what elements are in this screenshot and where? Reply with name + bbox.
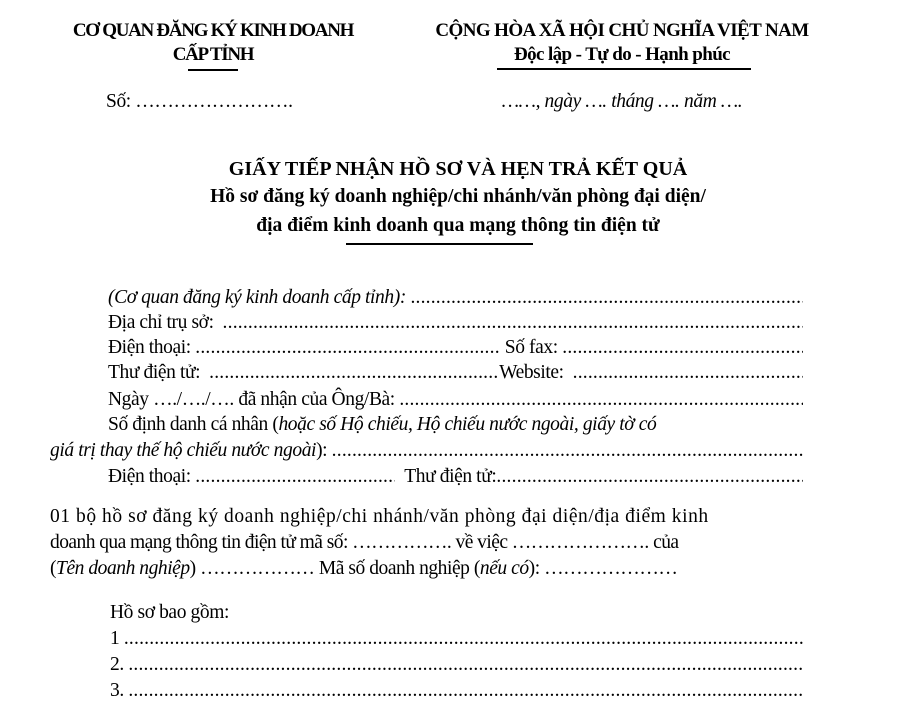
right-header-underline xyxy=(497,68,751,70)
received-from-row[interactable] xyxy=(108,389,803,411)
agency-level: CẤP TỈNH xyxy=(172,44,254,65)
applicant-phone-label: Điện thoại: xyxy=(108,466,191,487)
date-text: ……, ngày …. tháng …. năm …. xyxy=(501,91,743,112)
applicant-email-label: Thư điện tử: xyxy=(404,466,497,487)
document-number[interactable]: Số: ……………………. xyxy=(106,91,293,112)
applicant-phone-field[interactable] xyxy=(195,466,395,488)
dossier-line-3[interactable]: ( Tên doanh nghiệp ) ……………… Mã số doanh nghiệp ( nếu có ): ………………… xyxy=(50,558,678,579)
id-number-field[interactable] xyxy=(332,440,803,462)
title-underline xyxy=(346,243,533,245)
agency-address-label: Địa chỉ trụ sở: xyxy=(108,312,214,333)
item-field[interactable] xyxy=(128,654,803,676)
agency-address-field[interactable] xyxy=(223,312,803,334)
received-from-field[interactable] xyxy=(399,389,803,411)
item-number: 1 xyxy=(110,628,120,649)
agency-email-label: Thư điện tử: xyxy=(108,362,201,383)
id-label: Số định danh cá nhân (hoặc số Hộ chiếu, Hộ chiếu nước ngoài, giấy tờ có xyxy=(108,414,657,435)
agency-fax-label: Số fax: xyxy=(504,337,558,358)
id-label-cont: giá trị thay thế hộ chiếu nước ngoài xyxy=(50,440,317,461)
agency-website-field[interactable] xyxy=(573,362,803,384)
agency-header: CƠ QUAN ĐĂNG KÝ KINH DOANH xyxy=(72,20,354,41)
agency-phone-fax-row[interactable] xyxy=(108,337,803,359)
document-item-1[interactable] xyxy=(110,628,803,650)
applicant-contact-row[interactable] xyxy=(108,466,803,488)
agency-name-label: (Cơ quan đăng ký kinh doanh cấp tỉnh): xyxy=(108,287,406,308)
agency-website-label: Website: xyxy=(499,362,564,383)
agency-phone-label: Điện thoại: xyxy=(108,337,191,358)
item-number: 3. xyxy=(110,680,124,701)
agency-name-field[interactable] xyxy=(410,287,803,309)
item-field[interactable] xyxy=(124,628,803,650)
id-field-row[interactable]: giá trị thay thế hộ chiếu nước ngoài ): ..... xyxy=(50,440,803,462)
left-header-underline xyxy=(188,69,238,71)
agency-name-row[interactable] xyxy=(108,287,803,309)
document-subtitle-1: Hồ sơ đăng ký doanh nghiệp/chi nhánh/văn phòng đại diện/ xyxy=(210,186,706,207)
document-item-3[interactable] xyxy=(110,680,803,702)
agency-address-row[interactable] xyxy=(108,312,803,334)
received-date-label: Ngày …./…./…. đã nhận của Ông/Bà: xyxy=(108,389,395,410)
agency-email-field[interactable] xyxy=(209,362,499,384)
national-title: CỘNG HÒA XÃ HỘI CHỦ NGHĨA VIỆT NAM xyxy=(435,20,809,41)
document-subtitle-2: địa điểm kinh doanh qua mạng thông tin điện tử xyxy=(256,215,660,236)
document-title: GIẤY TIẾP NHẬN HỒ SƠ VÀ HẸN TRẢ KẾT QUẢ xyxy=(228,158,688,180)
id-label-row xyxy=(108,414,830,436)
if-any-label: nếu có xyxy=(479,558,529,579)
agency-fax-field[interactable] xyxy=(562,337,803,359)
document-item-2[interactable] xyxy=(110,654,803,676)
dossier-line-1: 01 bộ hồ sơ đăng ký doanh nghiệp/chi nhánh/văn phòng đại diện/địa điểm kinh xyxy=(50,506,709,527)
national-motto: Độc lập - Tự do - Hạnh phúc xyxy=(513,44,731,65)
agency-phone-field[interactable] xyxy=(195,337,500,359)
company-name-label: Tên doanh nghiệp xyxy=(56,558,190,579)
dossier-line-2[interactable]: doanh qua mạng thông tin điện tử mã số: ……………. về việc …………………. của xyxy=(50,532,679,553)
applicant-email-field[interactable] xyxy=(496,466,803,488)
item-number: 2. xyxy=(110,654,124,675)
item-field[interactable] xyxy=(128,680,803,702)
includes-label: Hồ sơ bao gồm: xyxy=(110,602,229,623)
document-date[interactable] xyxy=(502,91,743,113)
agency-email-web-row[interactable] xyxy=(108,362,803,384)
